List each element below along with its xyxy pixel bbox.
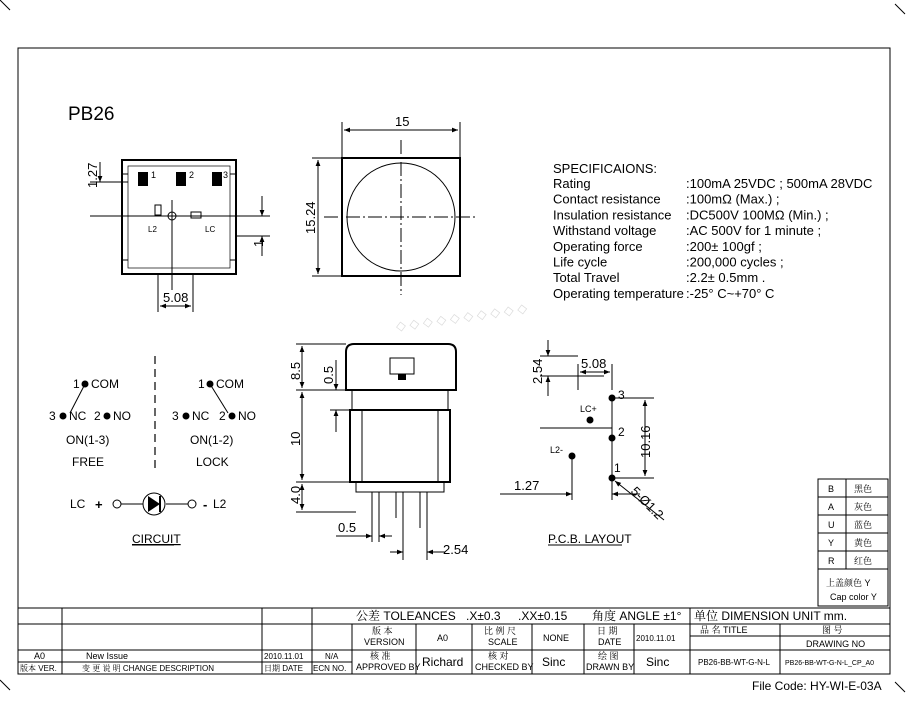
free-caption: ON(1-3) (66, 433, 110, 447)
rev-date: 2010.11.01 (264, 652, 304, 661)
pcb-p3: 3 (618, 388, 625, 402)
dim-10: 10 (288, 431, 303, 446)
spec-value: :100mΩ (Max.) ; (686, 191, 780, 207)
spec-rows (553, 176, 872, 301)
svg-text:LC: LC (70, 497, 86, 511)
tb-drawing-value: PB26-BB-WT-G-N-L_CP_A0 (785, 660, 875, 667)
rev-desc: New Issue (86, 651, 129, 661)
svg-text:2: 2 (189, 170, 195, 180)
svg-text:1: 1 (73, 377, 80, 391)
color-code: A (828, 502, 835, 512)
rev-ecn: N/A (325, 652, 339, 661)
hdr-date: 日期 DATE (264, 664, 303, 673)
spec-label: Life cycle (553, 254, 608, 270)
tb-tol-xx: .XX±0.15 (518, 609, 568, 623)
hdr-ver: 版本 VER. (20, 664, 57, 673)
tb-version-value: A0 (437, 633, 449, 643)
pcb-dim-508: 5.08 (581, 356, 607, 371)
svg-text:CHECKED BY: CHECKED BY (475, 662, 534, 672)
top-pin-2 (176, 170, 194, 186)
svg-text:DRAWN BY: DRAWN BY (586, 662, 635, 672)
svg-text:NO: NO (113, 409, 131, 423)
svg-text:绘 图: 绘 图 (598, 651, 619, 661)
tb-title-value: PB26-BB-WT-G-N-L (698, 658, 771, 667)
pcb-label: P.C.B. LAYOUT (548, 532, 632, 546)
svg-text:APPROVED BY: APPROVED BY (356, 662, 421, 672)
svg-text:2: 2 (94, 409, 101, 423)
spec-value: :AC 500V for 1 minute ; (686, 223, 822, 239)
svg-text:2: 2 (219, 409, 226, 423)
svg-text:日 期: 日 期 (597, 626, 618, 636)
svg-text:3: 3 (49, 409, 56, 423)
drawing-frame (18, 48, 890, 674)
svg-text:+: + (95, 497, 103, 512)
pcb-l2-minus: L2- (550, 445, 564, 455)
svg-text:SCALE: SCALE (488, 637, 518, 647)
switch-diagram-lock (172, 377, 256, 469)
svg-text:-: - (203, 497, 208, 512)
spec-value: :100mA 25VDC ; 500mA 28VDC (686, 176, 873, 191)
dim-05-bottom: 0.5 (338, 520, 357, 535)
dim-15-width: 15 (395, 114, 410, 129)
svg-text:图 号: 图 号 (822, 625, 843, 635)
top-label-lc: LC (205, 225, 216, 234)
dim-40: 4.0 (288, 485, 303, 504)
pcb-layout (500, 340, 667, 546)
color-name: 红色 (854, 556, 873, 566)
spec-label: Total Travel (553, 270, 620, 286)
svg-text:NC: NC (192, 409, 210, 423)
cap-color-cn: 上盖颜色 Y (826, 578, 871, 588)
cap-color-table (818, 479, 888, 606)
title-block (18, 608, 890, 674)
color-name: 黄色 (854, 538, 873, 548)
color-rows (828, 483, 872, 566)
drawing-title: PB26 (68, 104, 115, 125)
spec-value: :2.2± 0.5mm . (686, 270, 766, 286)
tb-tolerance: 公差 TOLEANCES (356, 609, 456, 623)
color-code: B (828, 484, 835, 494)
color-name: 黑色 (854, 484, 873, 494)
spec-label: Insulation resistance (553, 207, 672, 223)
color-name: 蓝色 (854, 520, 873, 530)
spec-label: Contact resistance (553, 191, 661, 207)
pcb-dim-127: 1.27 (514, 478, 540, 493)
lock-mode: LOCK (196, 455, 229, 469)
svg-text:核 准: 核 准 (370, 651, 391, 661)
tb-angle: 角度 ANGLE ±1° (592, 609, 682, 623)
specifications (553, 161, 872, 301)
svg-text:1: 1 (151, 170, 157, 180)
svg-text:NC: NC (69, 409, 87, 423)
top-pin-1 (138, 170, 156, 186)
pcb-p2: 2 (618, 425, 625, 439)
tb-checked-value: Sinc (542, 655, 566, 669)
pcb-hole: 5-Ø1.2 (627, 483, 667, 523)
svg-text:核 对: 核 对 (488, 651, 509, 661)
top-label-l2: L2 (148, 225, 157, 234)
spec-label: Rating (553, 176, 591, 191)
spec-value: :DC500V 100MΩ (Min.) ; (686, 207, 829, 223)
tb-unit: 单位 DIMENSION UNIT mm. (694, 609, 848, 623)
watermark: ◇ ◇ ◇ ◇ ◇ ◇ ◇ ◇ ◇ ◇ (394, 300, 529, 334)
svg-text:品 名 TITLE: 品 名 TITLE (700, 625, 748, 635)
spec-label: Withstand voltage (553, 223, 657, 239)
cap-color-en: Cap color Y (830, 592, 877, 602)
svg-text:VERSION: VERSION (364, 637, 405, 647)
spec-label: Operating force (553, 238, 643, 254)
pcb-dim-254: 2.54 (530, 358, 545, 384)
svg-text:L2: L2 (213, 497, 227, 511)
dim-05-top: 0.5 (321, 365, 336, 384)
pcb-dim-1016: 10.16 (638, 425, 653, 458)
svg-text:DRAWING NO: DRAWING NO (806, 639, 866, 649)
circuit-diagram (70, 493, 227, 546)
side-view (288, 344, 468, 560)
tb-scale-value: NONE (543, 633, 570, 643)
pcb-lc-plus: LC+ (580, 404, 597, 414)
svg-text:COM: COM (91, 377, 119, 391)
svg-text:比 例 尺: 比 例 尺 (484, 626, 517, 636)
file-code: File Code: HY-WI-E-03A (752, 679, 882, 693)
color-code: R (828, 556, 835, 566)
dim-1524-height: 15.24 (303, 201, 318, 234)
dim-508-bottom: 5.08 (163, 290, 189, 305)
svg-text:3: 3 (172, 409, 179, 423)
hdr-desc: 变 更 说 明 CHANGE DESCRIPTION (82, 664, 215, 673)
free-mode: FREE (72, 455, 105, 469)
dim-1-side: 1 (251, 239, 266, 247)
spec-label: Operating temperature (553, 285, 684, 301)
spec-value: :200,000 cycles ; (686, 254, 784, 270)
switch-diagram-free (49, 377, 131, 469)
svg-text:版 本: 版 本 (372, 626, 393, 636)
svg-text:NO: NO (238, 409, 256, 423)
tb-drawn-value: Sinc (646, 655, 670, 669)
front-view (303, 114, 478, 295)
dim-254-bottom: 2.54 (443, 542, 469, 557)
circuit-label: CIRCUIT (132, 532, 181, 546)
svg-text:COM: COM (216, 377, 244, 391)
top-view (85, 160, 270, 312)
hdr-ecn: ECN NO. (313, 664, 347, 673)
svg-text:1: 1 (198, 377, 205, 391)
tb-approved-value: Richard (422, 655, 464, 669)
spec-value: :200± 100gf ; (686, 238, 762, 254)
spec-value: :-25° C~+70° C (686, 285, 775, 301)
tb-tol-x: .X±0.3 (466, 609, 501, 623)
svg-text:3: 3 (223, 170, 229, 180)
rev-ver: A0 (34, 651, 46, 661)
svg-text:DATE: DATE (598, 637, 622, 647)
top-pin-3 (212, 170, 228, 186)
dim-85: 8.5 (288, 361, 303, 380)
dim-127-top: 1.27 (85, 162, 100, 188)
pcb-p1: 1 (614, 461, 621, 475)
lock-caption: ON(1-2) (190, 433, 234, 447)
color-code: U (828, 520, 835, 530)
tb-date-value: 2010.11.01 (636, 634, 676, 643)
color-code: Y (828, 538, 835, 548)
spec-heading: SPECIFICAIONS: (553, 161, 658, 176)
color-name: 灰色 (854, 502, 873, 512)
